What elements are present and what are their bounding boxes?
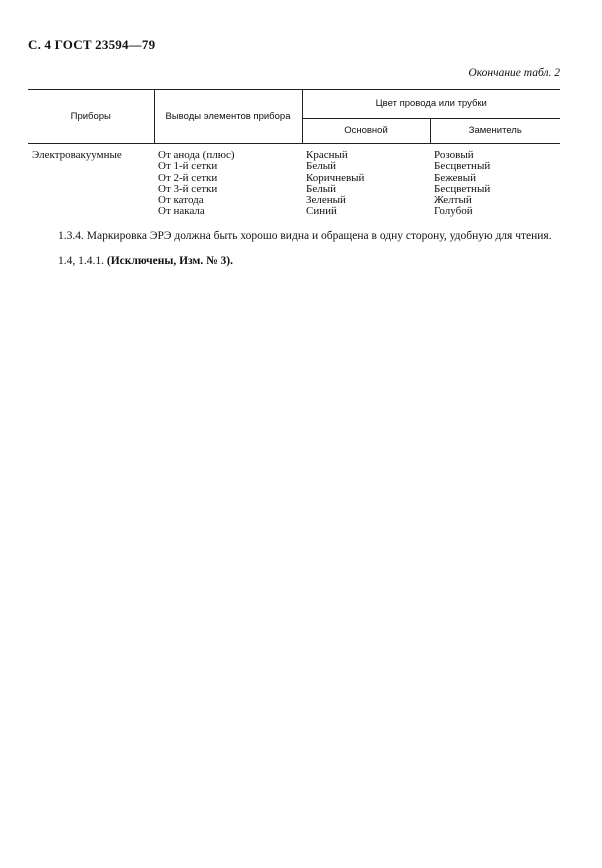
header-alt: Заменитель: [430, 119, 560, 144]
table-caption: Окончание табл. 2: [468, 67, 560, 79]
page-header: С. 4 ГОСТ 23594—79: [28, 37, 156, 52]
paragraph-1-3-4: [28, 230, 560, 242]
header-leads: Выводы элементов прибора: [154, 90, 302, 144]
paragraph-1-4-excluded: (Исключены, Изм. № 3).: [106, 255, 233, 267]
paragraph-1-4: [28, 255, 560, 267]
main-color-item: Белый: [306, 182, 336, 195]
device-cell: [28, 144, 154, 218]
lead-item: От катода: [158, 194, 204, 207]
main-color-item: Коричневый: [306, 171, 365, 184]
header-color-group: Цвет провода или трубки: [302, 90, 560, 119]
main-color-item: Синий: [306, 205, 337, 218]
header-devices: Приборы: [28, 90, 154, 144]
paragraph-1-4-number: 1.4, 1.4.1.: [58, 255, 104, 267]
main-color-item: Зеленый: [306, 194, 346, 207]
main-color-cell: [302, 144, 430, 218]
alt-color-cell: [430, 144, 560, 218]
main-color-item: Белый: [306, 160, 336, 173]
alt-color-item: Розовый: [434, 149, 474, 161]
alt-color-item: Бежевый: [434, 171, 477, 184]
leads-cell: [154, 144, 302, 218]
main-color-item: Красный: [306, 149, 348, 161]
alt-color-item: Желтый: [434, 194, 472, 207]
alt-color-item: Бесцветный: [434, 182, 491, 195]
lead-item: От 2-й сетки: [158, 171, 218, 184]
alt-color-item: Бесцветный: [434, 160, 491, 173]
device-name: Электровакуумные: [32, 149, 122, 161]
lead-item: От накала: [158, 205, 205, 218]
lead-item: От анода (плюс): [158, 149, 235, 161]
color-table: [28, 89, 560, 218]
paragraph-1-3-4-text: 1.3.4. Маркировка ЭРЭ должна быть хорошо видна и обращена в одну сторону, удобную для чтения.: [58, 230, 552, 242]
lead-item: От 3-й сетки: [158, 182, 218, 195]
lead-item: От 1-й сетки: [158, 160, 218, 173]
header-main: Основной: [302, 119, 430, 144]
alt-color-item: Голубой: [434, 205, 473, 218]
